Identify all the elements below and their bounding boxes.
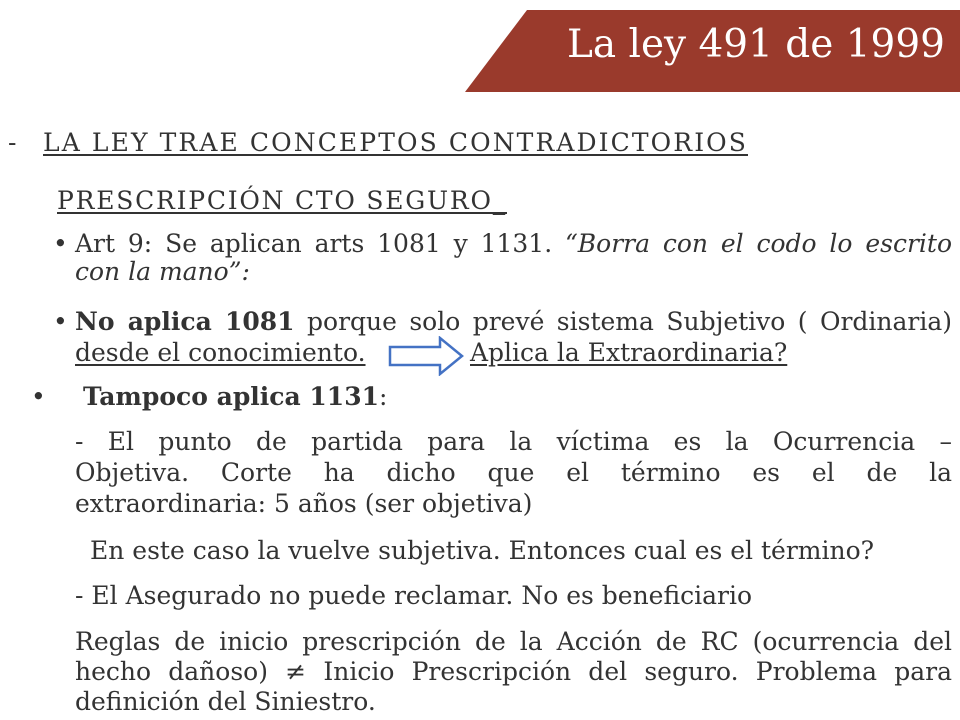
no-aplica-1081-line-2 xyxy=(75,338,366,368)
bullet-art9: • xyxy=(53,229,68,258)
heading-marker: - xyxy=(8,128,17,157)
punto-partida-line-2: Objetiva. Corte ha dicho que el término es el de la xyxy=(75,458,952,487)
reglas-line-2: hecho dañoso) ≠ Inicio Prescripción del seguro. Problema para xyxy=(75,657,952,686)
section-heading-row xyxy=(43,128,748,158)
extraordinaria-question: Aplica la Extraordinaria? xyxy=(470,338,788,367)
art9-text: Art 9: Se aplican arts 1081 y 1131. xyxy=(75,229,553,258)
subjetiva-line: En este caso la vuelve subjetiva. Entonces cual es el término? xyxy=(90,536,875,565)
extraordinaria-question-row xyxy=(470,338,787,368)
asegurado-line: - El Asegurado no puede reclamar. No es beneficiario xyxy=(75,581,753,610)
art9-line-1 xyxy=(75,229,952,259)
section-subheading: PRESCRIPCIÓN CTO SEGURO_ xyxy=(57,186,507,215)
tampoco-1131-bold: Tampoco aplica 1131 xyxy=(83,382,379,411)
punto-partida-line-1: - El punto de partida para la víctima es la Ocurrencia – xyxy=(75,427,952,456)
art9-quote-end: con la mano”: xyxy=(75,257,250,286)
right-arrow-icon xyxy=(388,336,464,376)
no-aplica-1081-text: porque solo prevé sistema Subjetivo ( Ordinaria) xyxy=(307,307,953,336)
tampoco-1131-heading xyxy=(83,382,387,412)
bullet-no-aplica-1081: • xyxy=(53,307,68,336)
desde-conocimiento-text: desde el conocimiento. xyxy=(75,338,366,367)
reglas-line-1: Reglas de inicio prescripción de la Acción de RC (ocurrencia del xyxy=(75,627,952,656)
section-heading: LA LEY TRAE CONCEPTOS CONTRADICTORIOS xyxy=(43,128,748,157)
section-subheading-row xyxy=(57,186,507,216)
art9-quote-start: “Borra con el codo lo escrito xyxy=(565,229,952,258)
reglas-line-3: definición del Siniestro. xyxy=(75,687,376,716)
no-aplica-1081-bold: No aplica 1081 xyxy=(75,307,295,336)
bullet-tampoco-1131: • xyxy=(31,382,46,411)
art9-line-2 xyxy=(75,257,250,287)
slide-title: La ley 491 de 1999 xyxy=(566,22,945,67)
punto-partida-line-3: extraordinaria: 5 años (ser objetiva) xyxy=(75,489,533,518)
tampoco-1131-colon: : xyxy=(379,382,388,411)
no-aplica-1081-line-1 xyxy=(75,307,952,337)
